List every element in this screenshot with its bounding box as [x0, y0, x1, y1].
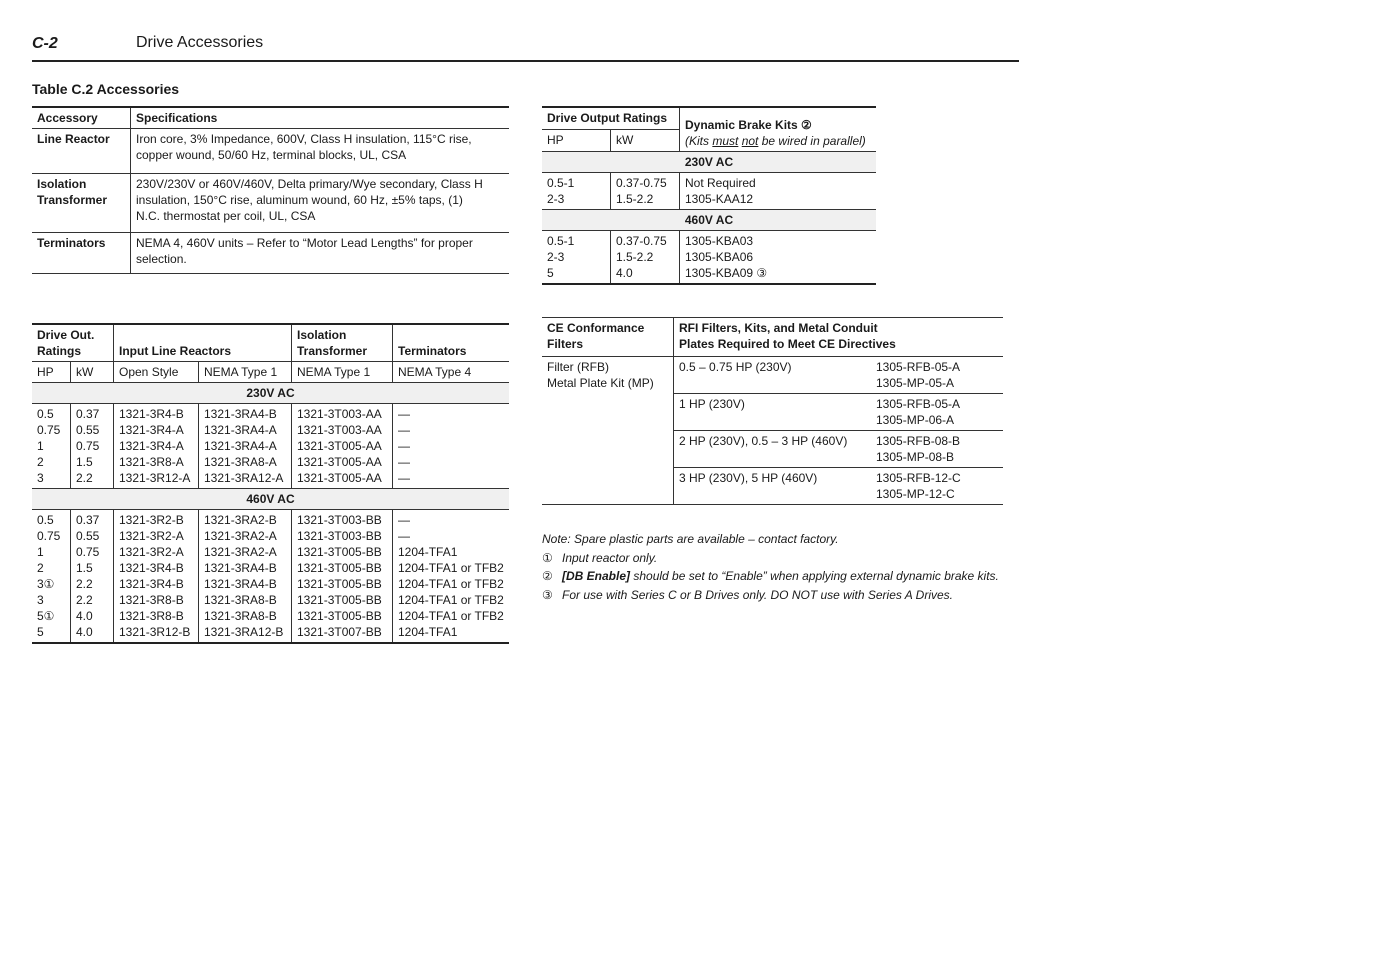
page-title: Drive Accessories [136, 34, 264, 51]
header-terminators: Terminators [393, 324, 510, 362]
section-row-230v [542, 152, 876, 173]
ce-parts: 1305-RFB-05-A 1305-MP-06-A [871, 394, 1003, 431]
filter-kit-label: Filter (RFB) Metal Plate Kit (MP) [542, 357, 674, 505]
subheader-kw: kW [71, 362, 114, 383]
kw-values: 0.37 0.55 0.75 1.5 2.2 [71, 404, 114, 489]
ce-rating: 0.5 – 0.75 HP (230V) [674, 357, 872, 394]
accessories-header-row [32, 107, 509, 129]
section-row-230v [32, 383, 509, 404]
hp-values: 0.5-1 2-3 5 [542, 231, 611, 285]
header-specifications: Specifications [131, 107, 510, 129]
accessory-name: Terminators [32, 233, 131, 274]
accessories-table [32, 106, 509, 274]
footnote-1 [542, 549, 999, 568]
footnote-marker: ② [542, 569, 553, 583]
accessory-name: Isolation Transformer [32, 174, 131, 233]
brake-kits-title: Dynamic Brake Kits ② [685, 118, 812, 132]
ce-conformance-table [542, 317, 1003, 505]
page-header [32, 34, 1019, 62]
hp-values: 0.5 0.75 1 2 3① 3 5① 5 [32, 510, 71, 644]
footnote-marker: ① [542, 550, 553, 565]
subheader-nema4: NEMA Type 4 [393, 362, 510, 383]
footnote-2 [542, 567, 999, 586]
header-drive-output-ratings: Drive Output Ratings [547, 111, 668, 125]
table-row [542, 173, 876, 210]
footnotes [542, 530, 999, 604]
terminator-values: — — — — — [393, 404, 510, 489]
table-row [32, 510, 509, 644]
table-row [32, 233, 509, 274]
subheader-nema1: NEMA Type 1 [199, 362, 292, 383]
section-label: 230V AC [32, 383, 509, 404]
accessory-name: Line Reactor [32, 129, 131, 174]
footnote-text: Input reactor only. [562, 550, 658, 565]
subheader-open-style: Open Style [114, 362, 199, 383]
footnote-3 [542, 586, 999, 605]
header-accessory: Accessory [37, 111, 98, 125]
isolation-values: 1321-3T003-BB 1321-3T003-BB 1321-3T005-BB 1321-3T005-BB 1321-3T005-BB 1321-3T005-BB 1321-3T005-BB 1321-3T007-BB [292, 510, 393, 644]
brake-kits-note [685, 133, 871, 149]
isolation-values: 1321-3T003-AA 1321-3T003-AA 1321-3T005-AA 1321-3T005-AA 1321-3T005-AA [292, 404, 393, 489]
header-rfi-filters: RFI Filters, Kits, and Metal Conduit Plates Required to Meet CE Directives [674, 318, 1004, 357]
open-style-values: 1321-3R4-B 1321-3R4-A 1321-3R4-A 1321-3R8-A 1321-3R12-A [114, 404, 199, 489]
page-number: C-2 [32, 35, 58, 52]
hp-values: 0.5 0.75 1 2 3 [32, 404, 71, 489]
footnote-text: For use with Series C or B Drives only. DO NOT use with Series A Drives. [562, 587, 953, 602]
header-drive-ratings: Drive Out. Ratings [37, 328, 95, 358]
open-style-values: 1321-3R2-B 1321-3R2-A 1321-3R2-A 1321-3R4-B 1321-3R4-B 1321-3R8-B 1321-3R8-B 1321-3R12-B [114, 510, 199, 644]
section-label: 230V AC [542, 152, 876, 173]
section-row-460v [542, 210, 876, 231]
terminator-values: — — 1204-TFA1 1204-TFA1 or TFB2 1204-TFA1 or TFB2 1204-TFA1 or TFB2 1204-TFA1 or TFB2 1204-TFA1 [393, 510, 510, 644]
reactors-subheader-row [32, 362, 509, 383]
section-row-460v [32, 489, 509, 510]
subheader-hp: HP [542, 130, 611, 152]
brake-kits-table [542, 106, 876, 285]
reactors-table [32, 323, 509, 644]
ce-rating: 3 HP (230V), 5 HP (460V) [674, 468, 872, 505]
footnote-text-rest: should be set to “Enable” when applying external dynamic brake kits. [630, 569, 999, 583]
ce-rating: 2 HP (230V), 0.5 – 3 HP (460V) [674, 431, 872, 468]
table-row [32, 404, 509, 489]
nema1-values: 1321-3RA2-B 1321-3RA2-A 1321-3RA2-A 1321-3RA4-B 1321-3RA4-B 1321-3RA8-B 1321-3RA8-B 1321-3RA12-B [199, 510, 292, 644]
ce-rating: 1 HP (230V) [674, 394, 872, 431]
subheader-nema1-iso: NEMA Type 1 [292, 362, 393, 383]
brake-header-row [542, 107, 876, 130]
ce-parts: 1305-RFB-05-A 1305-MP-05-A [871, 357, 1003, 394]
header-input-line-reactors: Input Line Reactors [114, 324, 292, 362]
spare-parts-note: Note: Spare plastic parts are available – contact factory. [542, 532, 839, 546]
footnote-marker: ③ [542, 587, 553, 602]
header-ce-filters: CE Conformance Filters [547, 321, 645, 351]
hp-values: 0.5-1 2-3 [542, 173, 611, 210]
section-label: 460V AC [32, 489, 509, 510]
table-row [542, 231, 876, 285]
accessory-spec: Iron core, 3% Impedance, 600V, Class H insulation, 115°C rise, copper wound, 50/60 Hz, terminal blocks, UL, CSA [131, 129, 510, 174]
kit-values: 1305-KBA03 1305-KBA06 1305-KBA09 ③ [680, 231, 877, 285]
note-text: be wired in parallel) [758, 134, 866, 148]
header-isolation-transformer: Isolation Transformer [292, 324, 393, 362]
subheader-kw: kW [611, 130, 680, 152]
ce-parts: 1305-RFB-08-B 1305-MP-08-B [871, 431, 1003, 468]
note-must: must [712, 134, 739, 148]
note-not: not [741, 134, 759, 148]
table-row [32, 174, 509, 233]
ce-parts: 1305-RFB-12-C 1305-MP-12-C [871, 468, 1003, 505]
reactors-header-row [32, 324, 509, 362]
db-enable-param: [DB Enable] [562, 569, 631, 583]
ce-header-row [542, 318, 1003, 357]
nema1-values: 1321-3RA4-B 1321-3RA4-A 1321-3RA4-A 1321-3RA8-A 1321-3RA12-A [199, 404, 292, 489]
table-caption: Table C.2 Accessories [32, 81, 180, 97]
table-row [32, 129, 509, 174]
table-row [542, 357, 1003, 394]
kw-values: 0.37 0.55 0.75 1.5 2.2 2.2 4.0 4.0 [71, 510, 114, 644]
header-dynamic-brake-kits [680, 107, 877, 152]
footnote-text [562, 567, 999, 586]
accessory-spec: 230V/230V or 460V/460V, Delta primary/Wye secondary, Class H insulation, 150°C rise, aluminum wound, 60 Hz, ±5% taps, (1) N.C. thermostat per coil, UL, CSA [131, 174, 510, 233]
kw-values: 0.37-0.75 1.5-2.2 [611, 173, 680, 210]
note-text: (Kits [685, 134, 713, 148]
subheader-hp: HP [32, 362, 71, 383]
kit-values: Not Required 1305-KAA12 [680, 173, 877, 210]
section-label: 460V AC [542, 210, 876, 231]
accessory-spec: NEMA 4, 460V units – Refer to “Motor Lead Lengths” for proper selection. [131, 233, 510, 274]
kw-values: 0.37-0.75 1.5-2.2 4.0 [611, 231, 680, 285]
